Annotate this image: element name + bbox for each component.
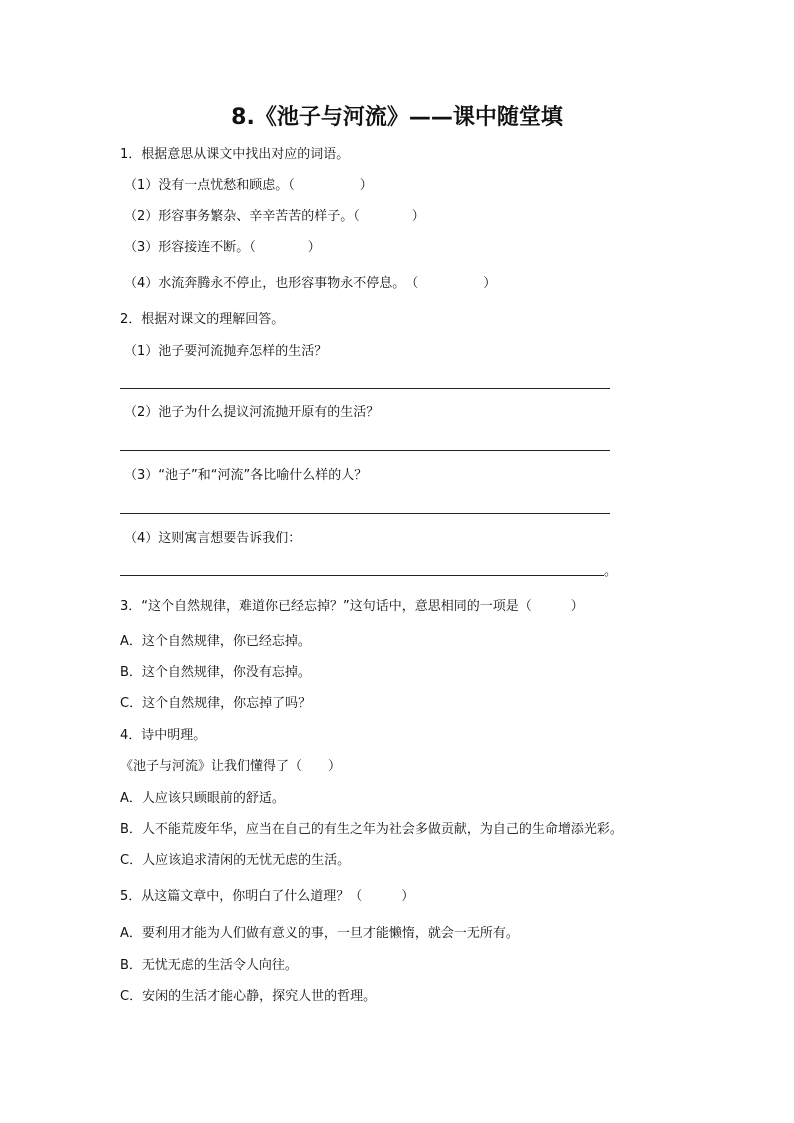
- question-4-sub: 《池子与河流》让我们懂得了（ ）: [120, 759, 342, 774]
- question-5-option-c: C．安闲的生活才能心静，探究人世的哲理。: [120, 989, 377, 1004]
- answer-line-4[interactable]: [120, 575, 604, 576]
- answer-line-3[interactable]: [120, 513, 610, 514]
- question-4-stem: 4．诗中明理。: [120, 728, 207, 743]
- question-5-stem: 5．从这篇文章中，你明白了什么道理？（ ）: [120, 889, 415, 904]
- question-5-option-a: A．要利用才能为人们做有意义的事，一旦才能懒惰，就会一无所有。: [120, 926, 519, 941]
- question-4-option-a: A．人应该只顾眼前的舒适。: [120, 791, 285, 806]
- question-2-item-3: （3）“池子”和“河流”各比喻什么样的人？: [124, 468, 368, 483]
- question-2-item-2: （2）池子为什么提议河流抛开原有的生活？: [124, 405, 380, 420]
- question-2-item-1: （1）池子要河流抛弃怎样的生活？: [124, 344, 328, 359]
- question-1-item-1: （1）没有一点忧愁和顾虑。（ ）: [124, 178, 373, 193]
- question-2-stem: 2．根据对课文的理解回答。: [120, 312, 285, 327]
- question-5-option-b: B．无忧无虑的生活令人向往。: [120, 958, 298, 973]
- question-2-item-4: （4）这则寓言想要告诉我们：: [124, 531, 302, 546]
- question-3-option-a: A．这个自然规律，你已经忘掉。: [120, 634, 311, 649]
- question-1-stem: 1．根据意思从课文中找出对应的词语。: [120, 147, 350, 162]
- question-3-option-c: C．这个自然规律，你忘掉了吗？: [120, 696, 312, 711]
- question-1-item-2: （2）形容事务繁杂、辛辛苦苦的样子。（ ）: [124, 209, 425, 224]
- question-3-stem: 3．“这个自然规律，难道你已经忘掉？”这句话中，意思相同的一项是（ ）: [120, 599, 584, 614]
- question-4-option-c: C．人应该追求清闲的无忧无虑的生活。: [120, 853, 351, 868]
- question-1-item-3: （3）形容接连不断。（ ）: [124, 240, 321, 255]
- answer-line-2[interactable]: [120, 450, 610, 451]
- answer-line-1[interactable]: [120, 388, 610, 389]
- question-1-item-4: （4）水流奔腾永不停止，也形容事物永不停息。 （ ）: [124, 276, 497, 291]
- question-4-option-b: B．人不能荒废年华，应当在自己的有生之年为社会多做贡献，为自己的生命增添光彩。: [120, 822, 623, 837]
- question-3-option-b: B．这个自然规律，你没有忘掉。: [120, 665, 311, 680]
- answer-end-mark: 。: [604, 564, 618, 579]
- page-title: 8.《池子与河流》——课中随堂填: [231, 105, 563, 130]
